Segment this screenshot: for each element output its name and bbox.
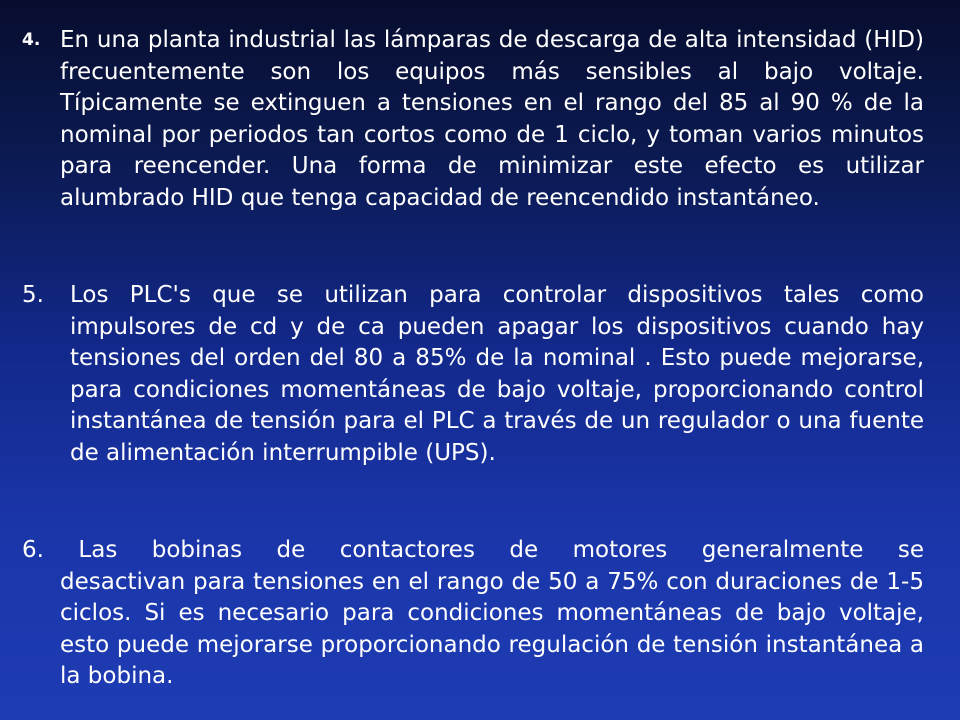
list-item-4 <box>22 25 924 214</box>
item-first-line-text: Las bobinas de contactores de motores generalmente se <box>78 537 924 563</box>
item-text: Los PLC's que se utilizan para controlar dispositivos tales como impulsores de cd y de ca pueden apagar los dispositivos cuando hay tensiones del orden del 80 a 85% de la nominal . Esto puede mejorarse, para condiciones momentáneas de bajo voltaje, proporcionando control instantánea de tensión para el PLC a través de un regulador o una fuente de alimentación interrumpible (UPS). <box>70 282 924 466</box>
item-first-line <box>22 535 924 567</box>
list-item-5 <box>22 280 924 469</box>
list-item-6 <box>22 535 924 693</box>
item-number: 4. <box>22 30 41 50</box>
item-text: desactivan para tensiones en el rango de 50 a 75% con duraciones de 1-5 ciclos. Si es necesario para condiciones momentáneas de bajo voltaje, esto puede mejorarse proporcionando regulación de tensión instantánea a la bobina. <box>60 568 924 689</box>
item-number: 6. <box>22 537 44 563</box>
item-number: 5. <box>22 282 44 308</box>
item-text: En una planta industrial las lámparas de descarga de alta intensidad (HID) frecuentemente son los equipos más sensibles al bajo voltaje. Típicamente se extinguen a tensiones en el rango del 85 al 90 % de la nominal por periodos tan cortos como de 1 ciclo, y toman varios minutos para reencender. Una forma de minimizar este efecto es utilizar alumbrado HID que tenga capacidad de reencendido instantáneo. <box>60 27 924 211</box>
